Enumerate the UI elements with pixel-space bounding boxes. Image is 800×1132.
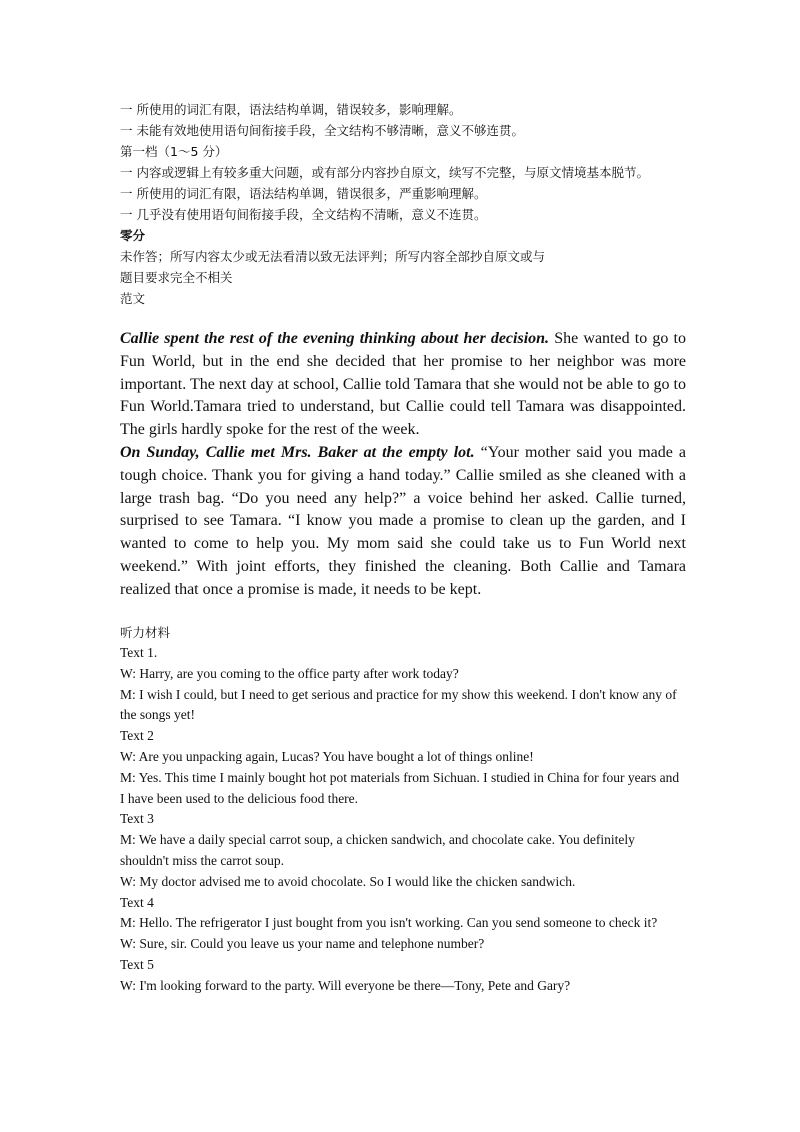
dialogue-line: W: Harry, are you coming to the office party after work today? (120, 665, 459, 681)
scoring-section (120, 99, 686, 309)
dialogue-line: M: Yes. This time I mainly bought hot pot materials from Sichuan. I studied in China for four years and I have been used to the delicious food there. (120, 769, 680, 806)
listening-heading: 听力材料 (120, 625, 171, 640)
essay-paragraph-1 (120, 328, 686, 442)
zero-heading: 零分 (120, 228, 146, 243)
sample-heading: 范文 (120, 291, 146, 306)
text-label: Text 3 (120, 811, 154, 827)
dialogue-line: M: We have a daily special carrot soup, a chicken sandwich, and chocolate cake. You definitely shouldn't miss the carrot soup. (120, 832, 635, 868)
criteria-line: 一 内容或逻辑上有较多重大问题，或有部分内容抄自原文，续写不完整，与原文情境基本脱节。 (120, 165, 649, 180)
listening-section (120, 623, 686, 997)
criteria-line: 一 未能有效地使用语句间衔接手段，全文结构不够清晰，意义不够连贯。 (120, 123, 524, 138)
paragraph-lead: Callie spent the rest of the evening thinking about her decision. (120, 330, 550, 347)
dialogue-line: M: I wish I could, but I need to get serious and practice for my show this weekend. I don't know any of the songs yet! (120, 686, 677, 723)
essay-paragraph-2 (120, 442, 686, 602)
criteria-line: 一 所使用的词汇有限，语法结构单调，错误较多，影响理解。 (120, 102, 462, 117)
dialogue-line: W: My doctor advised me to avoid chocolate. So I would like the chicken sandwich. (120, 873, 576, 889)
text-label: Text 5 (120, 956, 154, 972)
paragraph-lead: On Sunday, Callie met Mrs. Baker at the empty lot. (120, 443, 475, 461)
text-label: Text 4 (120, 894, 154, 910)
dialogue-line: W: Sure, sir. Could you leave us your name and telephone number? (120, 936, 485, 952)
dialogue-line: W: I'm looking forward to the party. Will everyone be there—Tony, Pete and Gary? (120, 977, 571, 993)
zero-text: 题目要求完全不相关 (120, 270, 233, 285)
text-label: Text 2 (120, 728, 154, 744)
text-label: Text 1. (120, 645, 158, 660)
zero-text: 未作答；所写内容太少或无法看清以致无法评判；所写内容全部抄自原文或与 (120, 249, 546, 264)
paragraph-body: She wanted to go to Fun World, but in the end she decided that her promise to her neighbor was more important. The next day at school, Callie told Tamara that she would not be able to go to Fun World.Tamara tried to understand, but Callie could tell Tamara was disappointed. The girls hardly spoke for the rest of the week. (120, 330, 687, 439)
sample-essay (120, 328, 686, 602)
tier1-heading: 第一档（1～5 分） (120, 144, 228, 159)
paragraph-body: “Your mother said you made a tough choice. Thank you for giving a hand today.” Callie smiled as she cleaned with a large trash bag. “Do you need any help?” a voice behind her asked. Callie turned, surprised to see Tamara. “I know you made a promise to clean up the garden, and I wanted to come to help you. My mom said she could take us to Fun World next weekend.” With joint efforts, they finished the cleaning. Both Callie and Tamara realized that once a promise is made, it needs to be kept. (120, 443, 687, 598)
criteria-line: 一 所使用的词汇有限，语法结构单调，错误很多，严重影响理解。 (120, 186, 487, 201)
dialogue-line: M: Hello. The refrigerator I just bought from you isn't working. Can you send someone to check it? (120, 915, 658, 931)
criteria-line: 一 几乎没有使用语句间衔接手段，全文结构不清晰，意义不连贯。 (120, 207, 487, 222)
dialogue-line: W: Are you unpacking again, Lucas? You have bought a lot of things online! (120, 748, 534, 764)
